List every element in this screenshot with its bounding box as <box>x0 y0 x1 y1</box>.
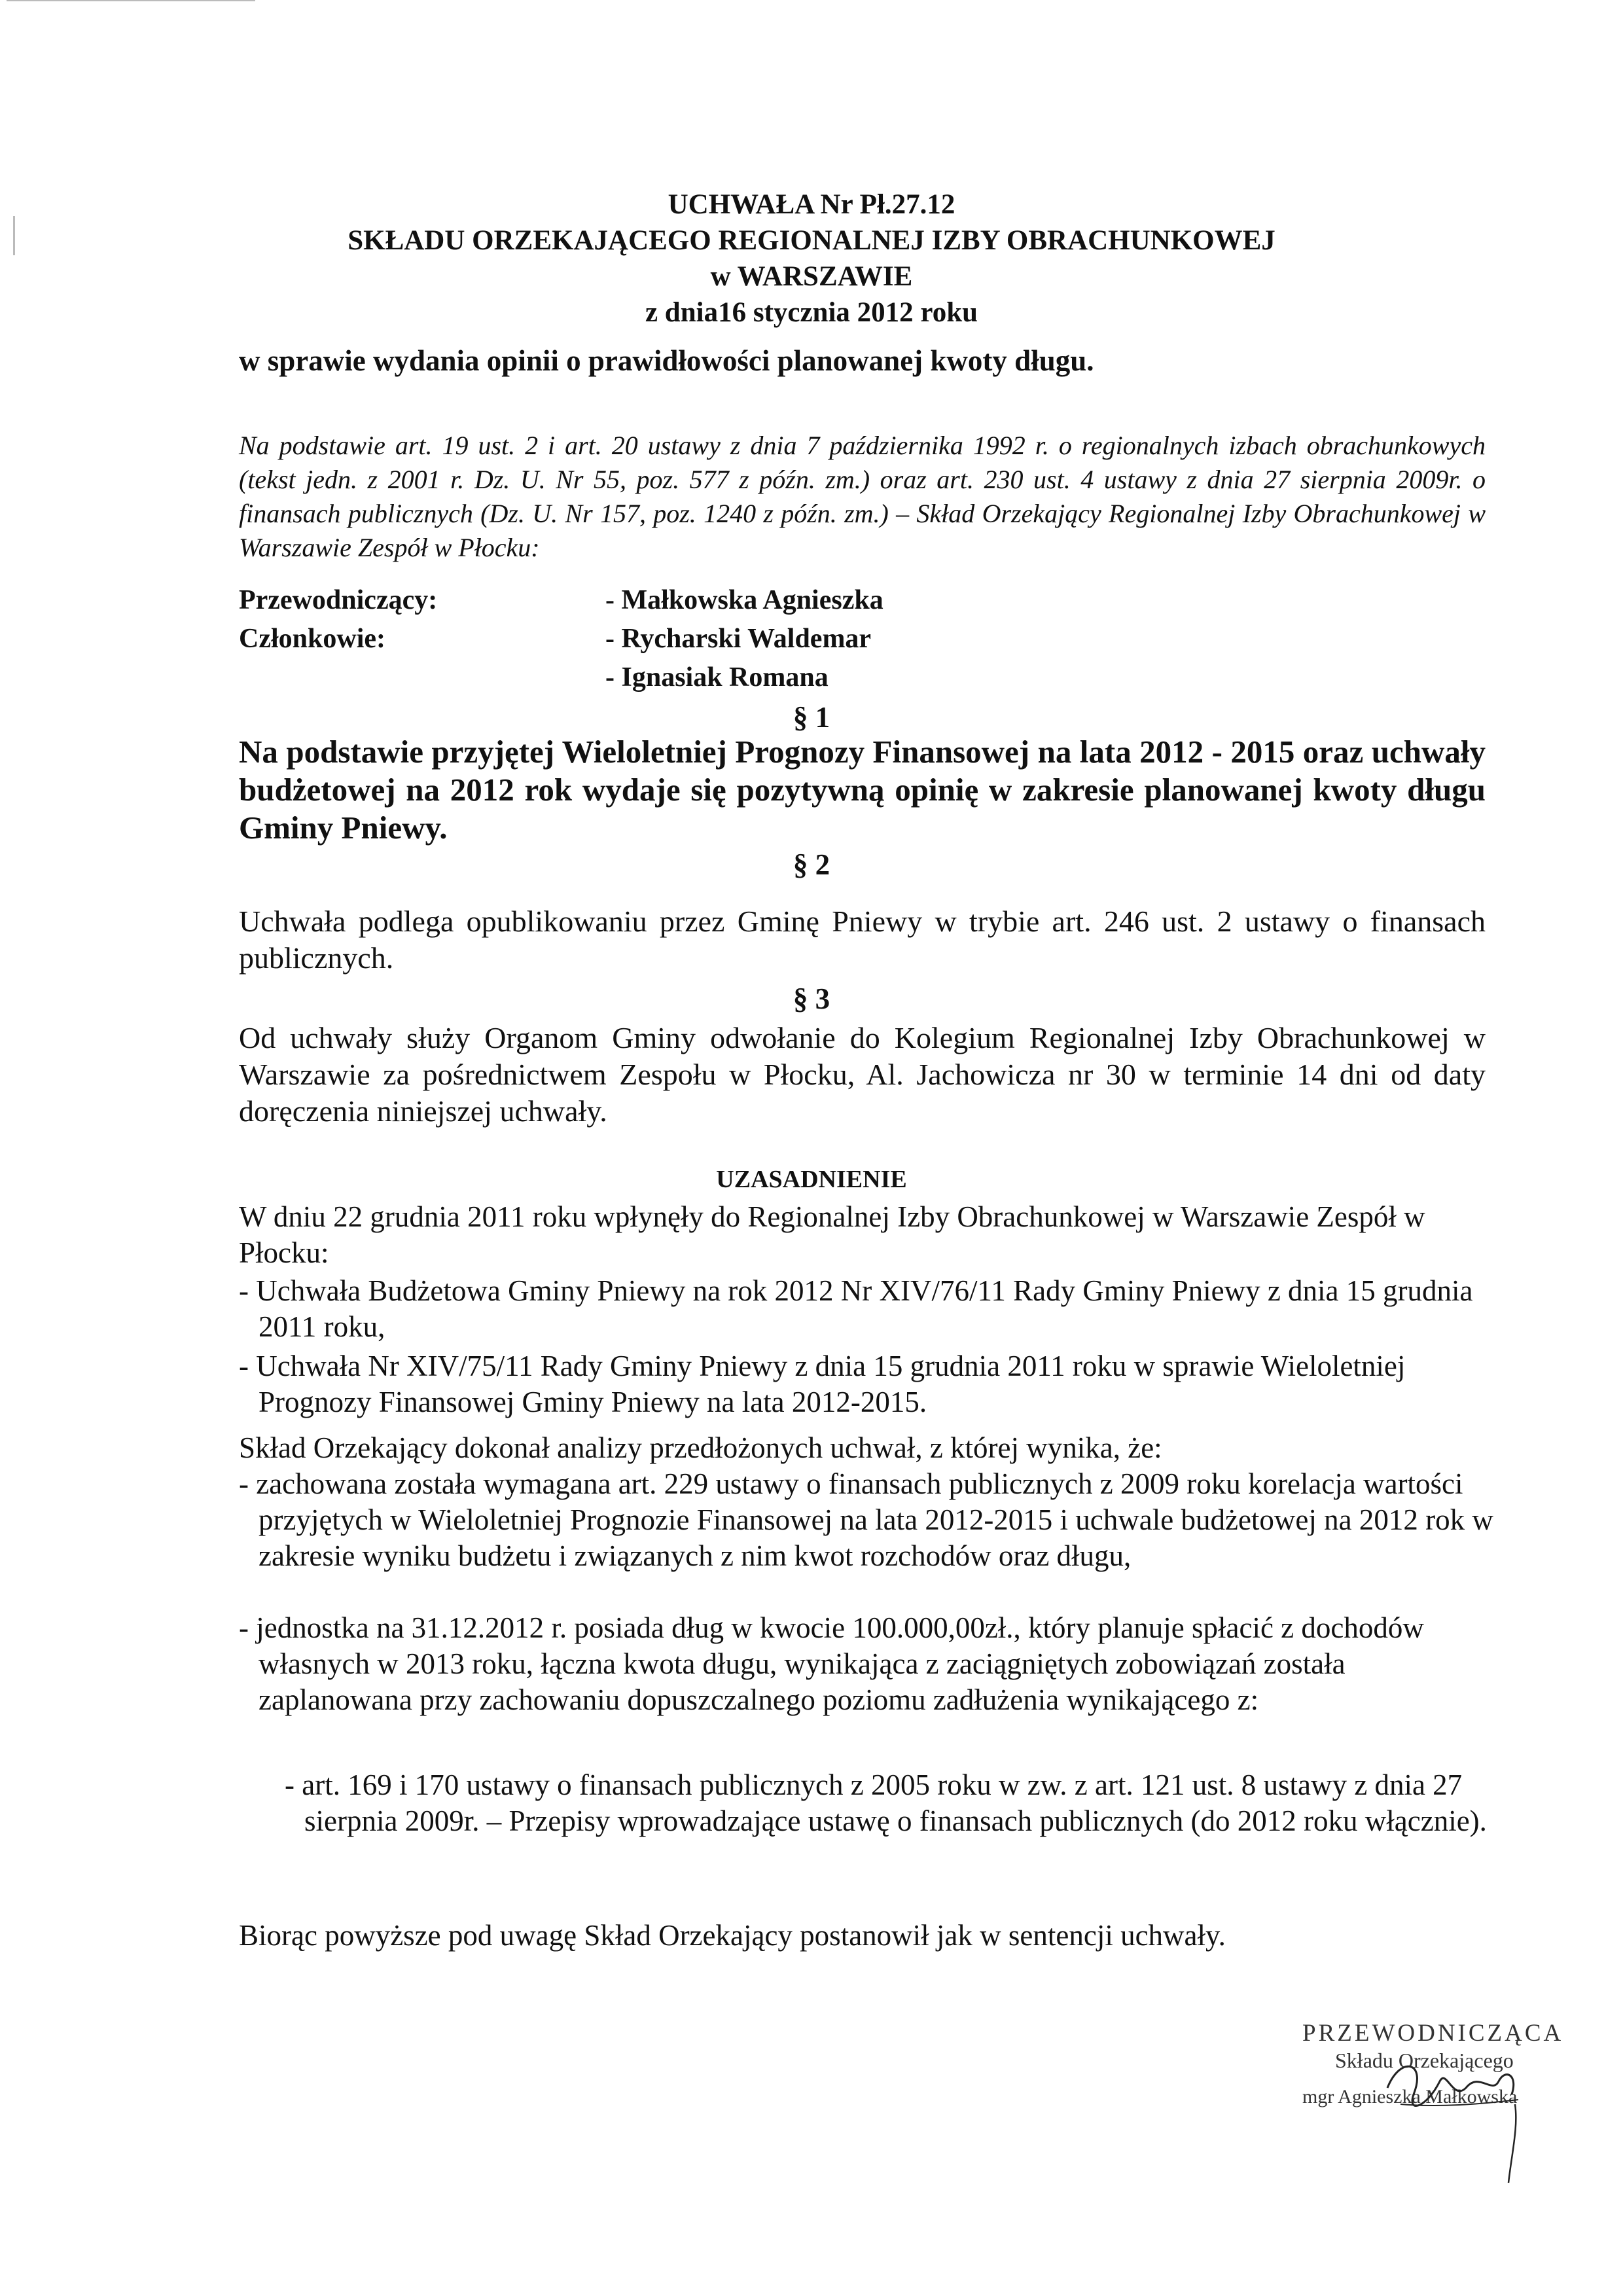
chair-name: - Małkowska Agnieszka <box>605 585 883 615</box>
member-name: - Ignasiak Romana <box>605 662 829 692</box>
signature-title: PRZEWODNICZĄCA <box>1302 2020 1564 2047</box>
section-3-text: Od uchwały służy Organom Gminy odwołanie do Kolegium Regionalnej Izby Obrachunkowej w Warszawie za pośrednictwem Zespołu w Płocku, Al. Jachowicza nr 30 w terminie 14 dni od daty doręczenia niniejszej uchwały. <box>239 1021 1486 1128</box>
scan-edge-mark <box>13 216 15 255</box>
resolution-number: UCHWAŁA Nr Pł.27.12 <box>668 189 955 220</box>
panel-member-2 <box>239 662 829 693</box>
signature-name: mgr Agnieszka Małkowska <box>1302 2086 1518 2108</box>
member-name: - Rycharski Waldemar <box>605 624 872 654</box>
justification-item: - Uchwała Nr XIV/75/11 Rady Gminy Pniewy z dnia 15 grudnia 2011 roku w sprawie Wieloletniej Prognozy Finansowej Gminy Pniewy na lata 2012-2015. <box>239 1350 1406 1418</box>
resolution-subject: w sprawie wydania opinii o prawidłowości planowanej kwoty długu. <box>239 344 1094 377</box>
resolution-header <box>196 187 1427 331</box>
justification-subpoint: - art. 169 i 170 ustawy o finansach publicznych z 2005 roku w zw. z art. 121 ust. 8 ustawy z dnia 27 sierpnia 2009r. – Przepisy wprowadzające ustawę o finansach publicznych (do 2012 roku włącznie). <box>285 1768 1487 1837</box>
justification-analysis: Skład Orzekający dokonał analizy przedłożonych uchwał, z której wynika, że: <box>239 1431 1162 1464</box>
section-3-mark: § 3 <box>793 982 830 1015</box>
handwritten-signature <box>1361 2042 1571 2193</box>
issuing-body: SKŁADU ORZEKAJĄCEGO REGIONALNEJ IZBY OBRACHUNKOWEJ <box>348 225 1275 256</box>
section-1-text: Na podstawie przyjętej Wieloletniej Prognozy Finansowej na lata 2012 - 2015 oraz uchwały budżetowej na 2012 rok wydaje się pozytywną opinię w zakresie planowanej kwoty długu Gminy Pniewy. <box>239 734 1486 846</box>
section-1-mark: § 1 <box>793 701 830 734</box>
legal-basis: Na podstawie art. 19 ust. 2 i art. 20 ustawy z dnia 7 października 1992 r. o regionalnych izbach obrachunkowych (tekst jedn. z 2001 r. Dz. U. Nr 55, poz. 577 z późn. zm.) oraz art. 230 ust. 4 ustawy z dnia 27 sierpnia 2009r. o finansach publicznych (Dz. U. Nr 157, poz. 1240 z późn. zm.) – Skład Orzekający Regionalnej Izby Obrachunkowej w Warszawie Zespół w Płocku: <box>239 431 1486 562</box>
justification-conclusion: Biorąc powyższe pod uwagę Skład Orzekający postanowił jak w sentencji uchwały. <box>239 1919 1226 1952</box>
members-role-label: Członkowie: <box>239 624 385 654</box>
resolution-date: z dnia16 stycznia 2012 roku <box>645 297 978 328</box>
signature-body: Składu Orzekającego <box>1335 2049 1514 2072</box>
justification-intro: W dniu 22 grudnia 2011 roku wpłynęły do Regionalnej Izby Obrachunkowej w Warszawie Zespół w Płocku: <box>239 1200 1425 1269</box>
section-2-mark: § 2 <box>793 848 830 881</box>
chair-role-label: Przewodniczący: <box>239 585 438 615</box>
section-2-text: Uchwała podlega opublikowaniu przez Gminę Pniewy w trybie art. 246 ust. 2 ustawy o finansach publicznych. <box>239 905 1486 975</box>
justification-item: - Uchwała Budżetowa Gminy Pniewy na rok 2012 Nr XIV/76/11 Rady Gminy Pniewy z dnia 15 grudnia 2011 roku, <box>239 1274 1473 1343</box>
panel-chair <box>239 584 883 616</box>
issuing-city: w WARSZAWIE <box>710 261 913 292</box>
justification-point: - zachowana została wymagana art. 229 ustawy o finansach publicznych z 2009 roku korelacja wartości przyjętych w Wieloletniej Prognozie Finansowej na lata 2012-2015 i uchwale budżetowej na 2012 rok w zakresie wyniku budżetu i związanych z nim kwot rozchodów oraz długu, <box>239 1467 1493 1572</box>
justification-point: - jednostka na 31.12.2012 r. posiada dług w kwocie 100.000,00zł., który planuje spłacić z dochodów własnych w 2013 roku, łączna kwota długu, wynikająca z zaciągniętych zobowiązań została zaplanowana przy zachowaniu dopuszczalnego poziomu zadłużenia wynikającego z: <box>239 1611 1424 1716</box>
panel-members <box>239 623 871 655</box>
justification-heading: UZASADNIENIE <box>716 1166 907 1193</box>
scan-edge-mark <box>7 0 255 1</box>
